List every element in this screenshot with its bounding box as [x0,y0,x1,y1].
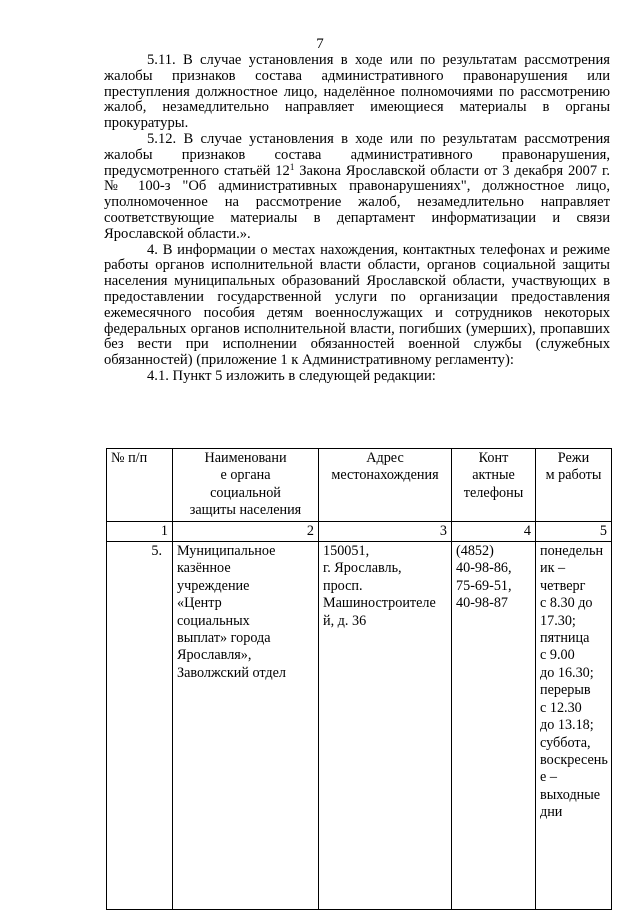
paragraph-4-1: 4.1. Пункт 5 изложить в следующей редакции: [147,367,436,384]
paragraph-5-11: 5.11. В случае установления в ходе или по результатам рассмотрения жалобы признаков состава административного правонарушения или преступления должностное лицо, наделённое полномочиями по рассмотрению жалоб, незамедлительно направляет имеющиеся материалы в органы прокуратуры. [104,52,610,132]
cell-line: г. Ярославль, [323,560,402,577]
cell-line: защиты населения [189,502,302,519]
article-superscript: 1 [289,161,295,172]
cell-line: до 16.30; [540,664,594,681]
column-number: 2 [173,521,319,541]
cell-line: Ярославля», [177,647,252,664]
cell-line: Адрес [366,450,404,466]
cell-line: 17.30; [540,612,576,629]
cell-line: м работы [545,467,602,484]
cell-line: Конт [478,450,509,466]
header-address [319,449,452,522]
cell-line: Заволжский отдел [177,664,286,681]
column-number: 5 [536,521,612,541]
cell-line: дни [540,804,563,821]
cell-line: пятница [540,630,590,647]
cell-line: Машиностроителе [323,595,436,612]
cell-line: с 12.30 [540,699,582,716]
document-body [104,53,610,385]
cell-line: воскресень [540,751,608,768]
cell-line: Режи [557,450,590,466]
cell-line: суббота, [540,734,591,751]
address-cell [319,542,452,910]
organization-name [173,542,319,910]
cell-line: учреждение [177,577,250,594]
page-number: 7 [316,36,324,52]
cell-line: е органа [220,467,271,484]
cell-line: 40-98-87 [456,595,509,612]
schedule-cell [536,542,612,910]
header-number [107,449,173,522]
column-number-row [107,521,612,541]
cell-line: перерыв [540,682,591,699]
paragraph-5-12-start: 5.12. В случае установления в ходе или по результатам рассмотрения жалобы признаков состава административного правонарушения, предусмотренного статьёй 12 [104,130,610,179]
column-number: 1 [107,521,173,541]
cell-line: просп. [323,577,363,594]
cell-line: е – [540,769,557,786]
cell-line: Муниципальное [177,543,276,560]
table-row [107,542,612,910]
header-schedule [536,449,612,522]
cell-line: 40-98-86, [456,560,512,577]
cell-line: социальных [177,612,250,629]
cell-line: до 13.18; [540,717,594,734]
paragraph-5-12-end: Закона Ярославской области от 3 декабря 2007 г. № 100-з "Об административных правонарушениях", должностное лицо, уполномоченное на рассмотрение жалоб, незамедлительно направляет соответствующие материалы в департамент информатизации и связи Ярославской области.». [104,162,610,242]
cell-line: социальной [210,484,281,501]
cell-line: ик – [540,560,566,577]
phones-cell [452,542,536,910]
cell-line: телефоны [463,484,524,501]
cell-line: й, д. 36 [323,612,367,629]
cell-line: понедельн [540,543,604,560]
cell-line: актные [472,467,515,484]
header-phones [452,449,536,522]
cell-line: Наименовани [204,450,287,466]
cell-line: четверг [540,577,586,594]
paragraph-4: 4. В информации о местах нахождения, контактных телефонах и режиме работы органов исполнительной власти области, органов социальной защиты населения муниципальных образований Ярославской области, участвующих в предоставлении государственной услуги по организации предоставления ежемесячного пособия детям военнослужащих и сотрудников некоторых федеральных органов исполнительной власти, погибших (умерших), пропавших без вести при исполнении обязанностей военной службы (служебных обязанностей) (приложение 1 к Административному регламенту): [104,241,610,369]
cell-line: выплат» города [177,630,271,647]
column-number: 4 [452,521,536,541]
header-organization [173,449,319,522]
paragraph-5-12 [104,132,610,243]
cell-line: выходные [540,786,601,803]
cell-line: с 8.30 до [540,595,593,612]
offices-table [106,448,612,910]
row-number: 5. [107,542,173,910]
cell-line: казённое [177,560,231,577]
table-header-row [107,449,612,522]
cell-line: местонахождения [331,467,439,484]
cell-line: 150051, [323,543,370,560]
cell-line: (4852) [456,543,494,560]
cell-line: «Центр [177,595,222,612]
cell-line: 75-69-51, [456,577,512,594]
cell-line: № п/п [111,450,148,466]
cell-line: с 9.00 [540,647,575,664]
column-number: 3 [319,521,452,541]
